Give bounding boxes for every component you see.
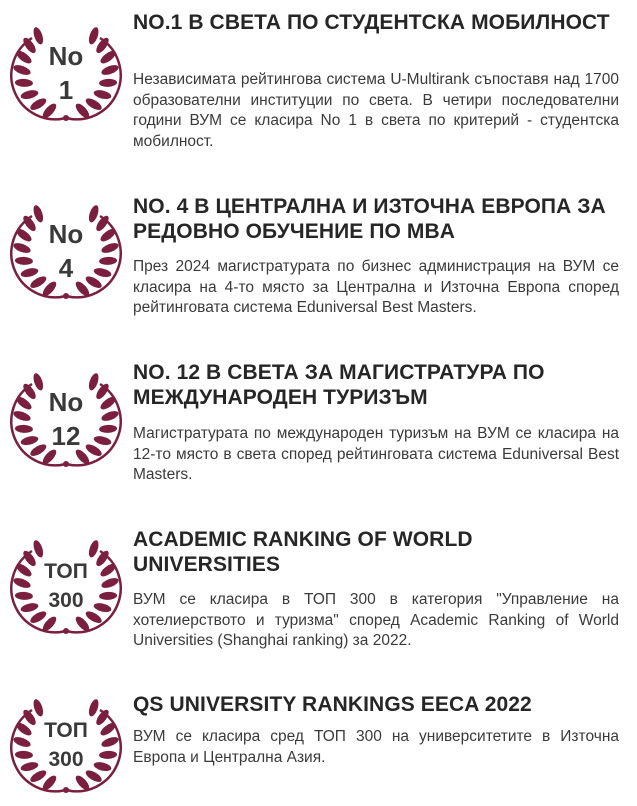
award-badge: ТОП 300 <box>44 560 88 612</box>
award-title: NO. 4 В ЦЕНТРАЛНА И ИЗТОЧНА ЕВРОПА ЗА РЕДОВНО ОБУЧЕНИЕ ПО MBA <box>133 195 606 243</box>
laurel-wreath-icon <box>6 14 126 134</box>
award-description: През 2024 магистратурата по бизнес администрация на ВУМ се класира на 4-то място за Централна и Източна Европа според рейтинговата система Eduniversal Best Masters. <box>133 258 619 316</box>
award-description: Магистратурата по международен туризъм на ВУМ се класира на 12-то място в света според рейтинговата система Eduniversal Best Masters. <box>133 425 619 483</box>
award-title: NO.1 В СВЕТА ПО СТУДЕНТСКА МОБИЛНОСТ <box>133 11 610 34</box>
laurel-wreath-icon <box>6 527 126 647</box>
laurel-wreath-icon <box>6 686 126 806</box>
award-badge: No 12 <box>48 387 84 451</box>
award-title: ACADEMIC RANKING OF WORLD UNIVERSITIES <box>133 528 473 576</box>
award-description: Независимата рейтингова система U-Multirank съпоставя над 1700 образователни институции по света. В четири последователни години ВУМ се класира No 1 в света по критерий - студентска мобилност. <box>133 71 619 150</box>
award-description: ВУМ се класира сред ТОП 300 на университетите в Източна Европа и Централна Азия. <box>133 728 619 766</box>
award-title: NO. 12 В СВЕТА ЗА МАГИСТРАТУРА ПО МЕЖДУНАРОДЕН ТУРИЗЪМ <box>133 361 545 409</box>
award-badge: ТОП 300 <box>44 719 88 771</box>
award-badge: No 1 <box>48 41 84 105</box>
award-badge: No 4 <box>48 219 84 283</box>
laurel-wreath-icon <box>6 360 126 480</box>
award-title: QS UNIVERSITY RANKINGS EECA 2022 <box>133 693 532 716</box>
laurel-wreath-icon <box>6 192 126 312</box>
award-description: ВУМ се класира в ТОП 300 в категория "Управление на хотелиерството и туризма" според Academic Ranking of World Universities (Shanghai ranking) за 2022. <box>133 591 619 649</box>
